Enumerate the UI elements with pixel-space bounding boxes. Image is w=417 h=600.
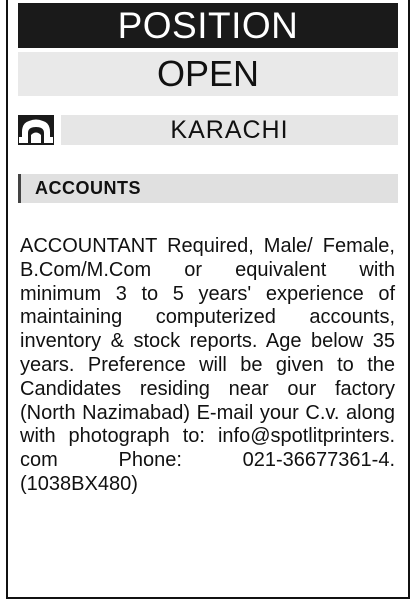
category-bar (18, 174, 398, 203)
city-label: KARACHI (61, 115, 398, 145)
mazar-emblem-icon (18, 115, 54, 145)
category-label: ACCOUNTS (35, 178, 141, 198)
city-row (18, 111, 398, 151)
page-title: POSITION (18, 3, 398, 48)
ad-body-text: ACCOUNTANT Required, Male/ Female, B.Com/M.Com or equivalent with minimum 3 to 5 years' experience of maintaining computerized accounts, inventory & stock reports. Age below 35 years. Preference will be given to the Candidates residing near our factory (North Nazimabad) E-mail your C.v. along with photograph to: info@spotlitprinters.​com Phone: 021-36677361-4. (1038BX480) (20, 235, 395, 495)
page-subtitle: OPEN (18, 52, 398, 96)
